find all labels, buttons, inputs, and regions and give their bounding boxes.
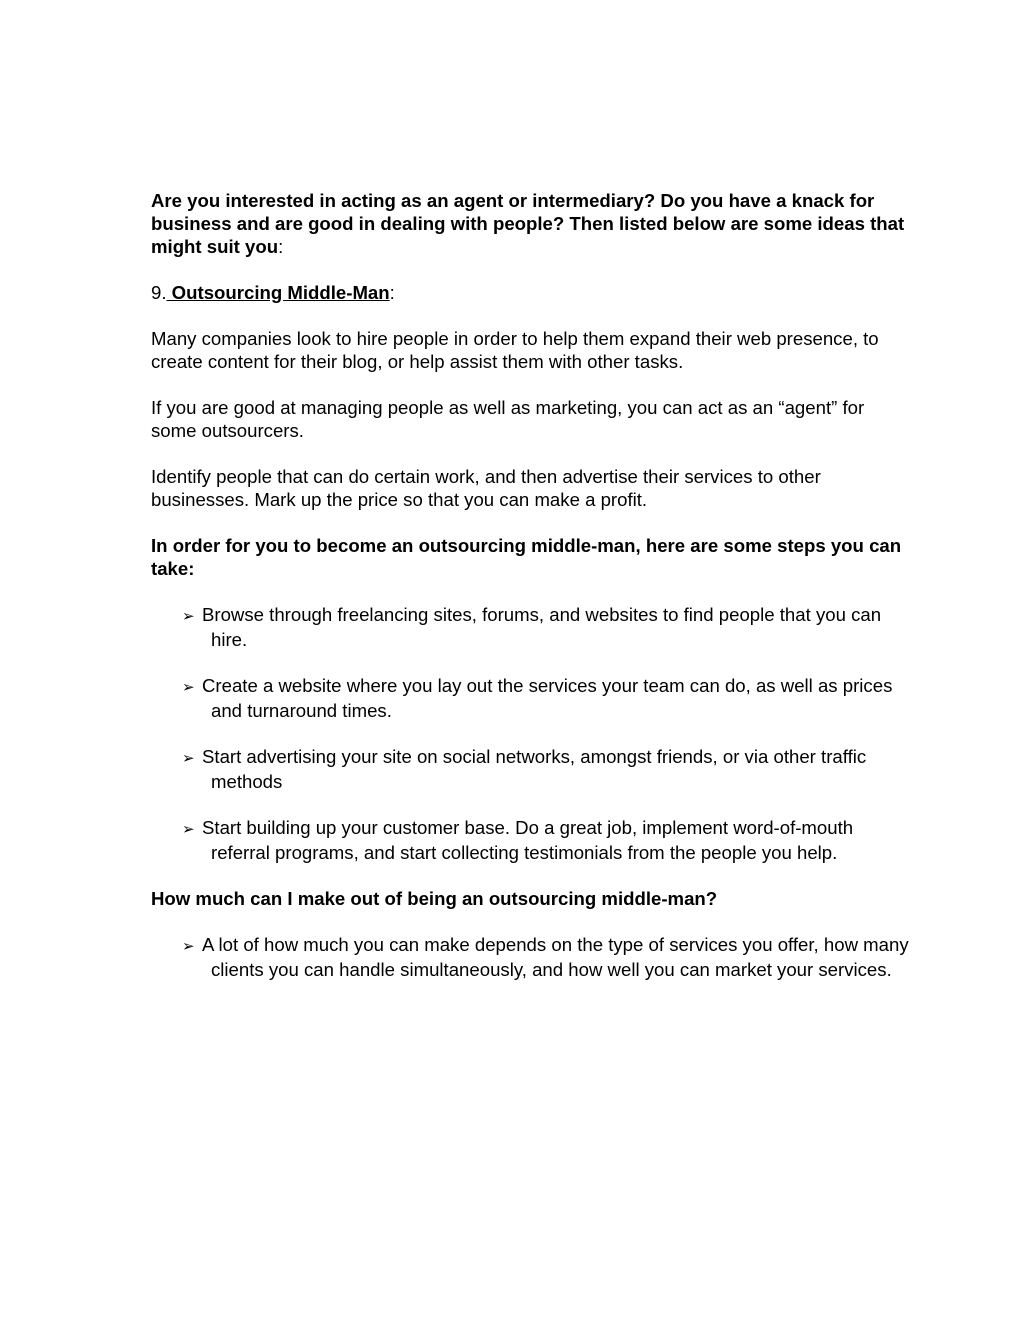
list-item	[182, 816, 911, 864]
arrow-bullet-icon: ➢	[182, 750, 195, 767]
intro-colon: :	[278, 236, 284, 257]
section-title: Outsourcing Middle-Man	[166, 282, 390, 303]
list-item	[182, 933, 911, 981]
body-paragraph: Identify people that can do certain work, and then advertise their services to other businesses. Mark up the price so that you can make a profit.	[151, 466, 821, 510]
body-paragraph: Many companies look to hire people in order to help them expand their web presence, to create content for their blog, or help assist them with other tasks.	[151, 328, 879, 372]
earnings-heading: How much can I make out of being an outsourcing middle-man?	[151, 888, 718, 909]
list-item-text: Start advertising your site on social networks, amongst friends, or via other traffic methods	[202, 746, 867, 792]
list-item	[182, 745, 911, 793]
list-item	[182, 603, 911, 651]
earnings-list	[151, 933, 911, 981]
arrow-bullet-icon: ➢	[182, 608, 195, 625]
list-item	[182, 674, 911, 722]
arrow-bullet-icon: ➢	[182, 679, 195, 696]
section-number: 9.	[151, 282, 167, 303]
section-colon: :	[389, 282, 395, 303]
list-item-text: Browse through freelancing sites, forums, and websites to find people that you can hire.	[202, 604, 882, 650]
section-heading	[151, 281, 911, 304]
body-paragraph: If you are good at managing people as well as marketing, you can act as an “agent” for some outsourcers.	[151, 397, 865, 441]
intro-paragraph	[151, 189, 911, 258]
list-item-text: Create a website where you lay out the services your team can do, as well as prices and turnaround times.	[202, 675, 893, 721]
list-item-text: Start building up your customer base. Do a great job, implement word-of-mouth referral programs, and start collecting testimonials from the people you help.	[202, 817, 854, 863]
arrow-bullet-icon: ➢	[182, 938, 195, 955]
steps-list	[151, 603, 911, 864]
intro-bold-text: Are you interested in acting as an agent or intermediary? Do you have a knack for business and are good in dealing with people? Then listed below are some ideas that might suit you	[151, 190, 905, 257]
steps-heading: In order for you to become an outsourcing middle-man, here are some steps you can take:	[151, 535, 902, 579]
list-item-text: A lot of how much you can make depends on the type of services you offer, how many clients you can handle simultaneously, and how well you can market your services.	[202, 934, 909, 980]
document-page	[151, 189, 911, 1004]
arrow-bullet-icon: ➢	[182, 821, 195, 838]
